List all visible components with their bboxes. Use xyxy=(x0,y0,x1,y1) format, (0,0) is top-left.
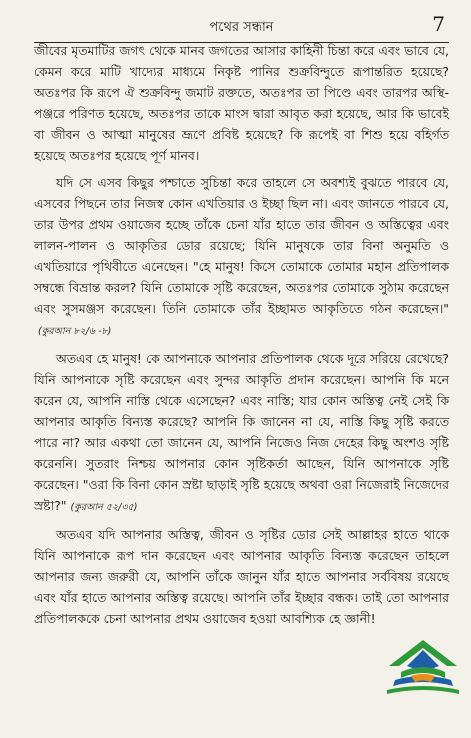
paragraph-2 xyxy=(34,172,449,342)
page-header xyxy=(34,12,449,43)
paragraph-3-citation: (কুরআন ৫২/৩৫) xyxy=(70,502,138,513)
paragraph-1 xyxy=(34,40,449,166)
paragraph-2-text: যদি সে এসব কিছুর পশ্চাতে সুচিন্তা করে তাহলে সে অবশ্যই বুঝতে পারবে যে, এসবের পিছনে তার নিজস্ব কোন এখতিয়ার ও ইচ্ছা ছিল না। এবং জানতে পারবে যে, তার উপর প্রথম ওয়াজেব হচ্ছে তাঁকে চেনা যাঁর হাতে তার জীবন ও অস্তিত্বের এবং লালন-পালন ও আকৃতির ডোর রয়েছে; যিনি মানুষকে তার বিনা অনুমতি ও এখতিয়ারে পৃথিবীতে এনেছেন। "হে মানুষ! কিসে তোমাকে তোমার মহান প্রতিপালক সম্বন্ধে বিভ্রান্ত করল? যিনি তোমাকে সৃষ্টি করেছেন, অতঃপর তোমাকে সুঠাম করেছেন এবং সুসমঞ্জস করেছেন। তিনি তোমাকে তাঁর ইচ্ছামত আকৃতিতে গঠন করেছেন।" xyxy=(34,175,449,316)
paragraph-4-text: অতএব যদি আপনার অস্তিত্ব, জীবন ও সৃষ্টির ডোর সেই আল্লাহর হাতে থাকে যিনি আপনাকে রূপ দান করেছেন এবং আপনার আকৃতি বিন্যস্ত করেছেন তাহলে আপনার জন্য জরুরী যে, আপনি তাঁকে জানুন যাঁর হাতে আপনার সর্ববিষয় রয়েছে এবং যাঁর হাতে আপনার অস্তিত্ব রয়েছে। আপনি তাঁর ইচ্ছার বন্ধক। তাই তো আপনার প্রতিপালককে চেনা আপনার প্রথম ওয়াজেব হওয়া আবশ্যিক হে জ্ঞানী! xyxy=(34,527,449,626)
paragraph-4 xyxy=(34,524,449,629)
paragraph-2-citation: (কুরআন ৮২/৬ -৮) xyxy=(38,326,112,337)
paragraph-1-text: জীবের মৃতমাটির জগৎ থেকে মানব জগতের আসার কাহিনী চিন্তা করে এবং ভাবে যে, কেমন করে মাটি খাদ্যের মাধ্যমে নিকৃষ্ট পানির শুক্রবিন্দুতে রূপান্তরিত হয়েছে? অতঃপর কি রূপে ঐ শুক্রবিন্দু জমাট রক্ততে, অতঃপর তা পিণ্ডে এবং তারপর অস্থি-পঞ্জরে পরিণত হয়েছে, অতঃপর তাকে মাংস দ্বারা আবৃত করা হয়েছে, আর কি ভাবেই বা জীবন ও আত্মা মানুষের ভ্রূণে প্রবিষ্ট হয়েছে? কি রূপেই বা শিশু হয়ে বহির্গত হয়েছে অতঃপর হয়েছে পূর্ণ মানব। xyxy=(34,43,449,163)
page-number: 7 xyxy=(432,12,445,36)
body-text xyxy=(34,40,449,635)
header-title: পথের সন্ধান xyxy=(209,20,274,35)
publisher-logo-icon xyxy=(381,632,465,702)
paragraph-3-text: অতএব হে মানুষ! কে আপনাকে আপনার প্রতিপালক থেকে দূরে সরিয়ে রেখেছে? যিনি আপনাকে সৃষ্টি করেছেন এবং সুন্দর আকৃতি প্রদান করেছেন। আপনি কি মনে করেন যে, আপনি নাস্তি থেকে এসেছেন? এবং নাস্তি; যার কোন অস্তিত্ব নেই সেই কি আপনার আকৃতি বিন্যস্ত করেছে? আপনি কি জানেন না যে, নাস্তি কিছু সৃষ্টি করতে পারে না? আর একথা তো জানেন যে, আপনি নিজেও নিজ দেহের কিছু অংশও সৃষ্টি করেননি। সুতরাং নিশ্চয় আপনার কোন সৃষ্টিকর্তা আছেন, যিনি আপনাকে সৃষ্টি করেছেন। "ওরা কি বিনা কোন স্রষ্টা ছাড়াই সৃষ্টি হয়েছে অথবা ওরা নিজেরাই নিজেদের স্রষ্টা?" xyxy=(34,351,449,513)
paragraph-3 xyxy=(34,348,449,518)
